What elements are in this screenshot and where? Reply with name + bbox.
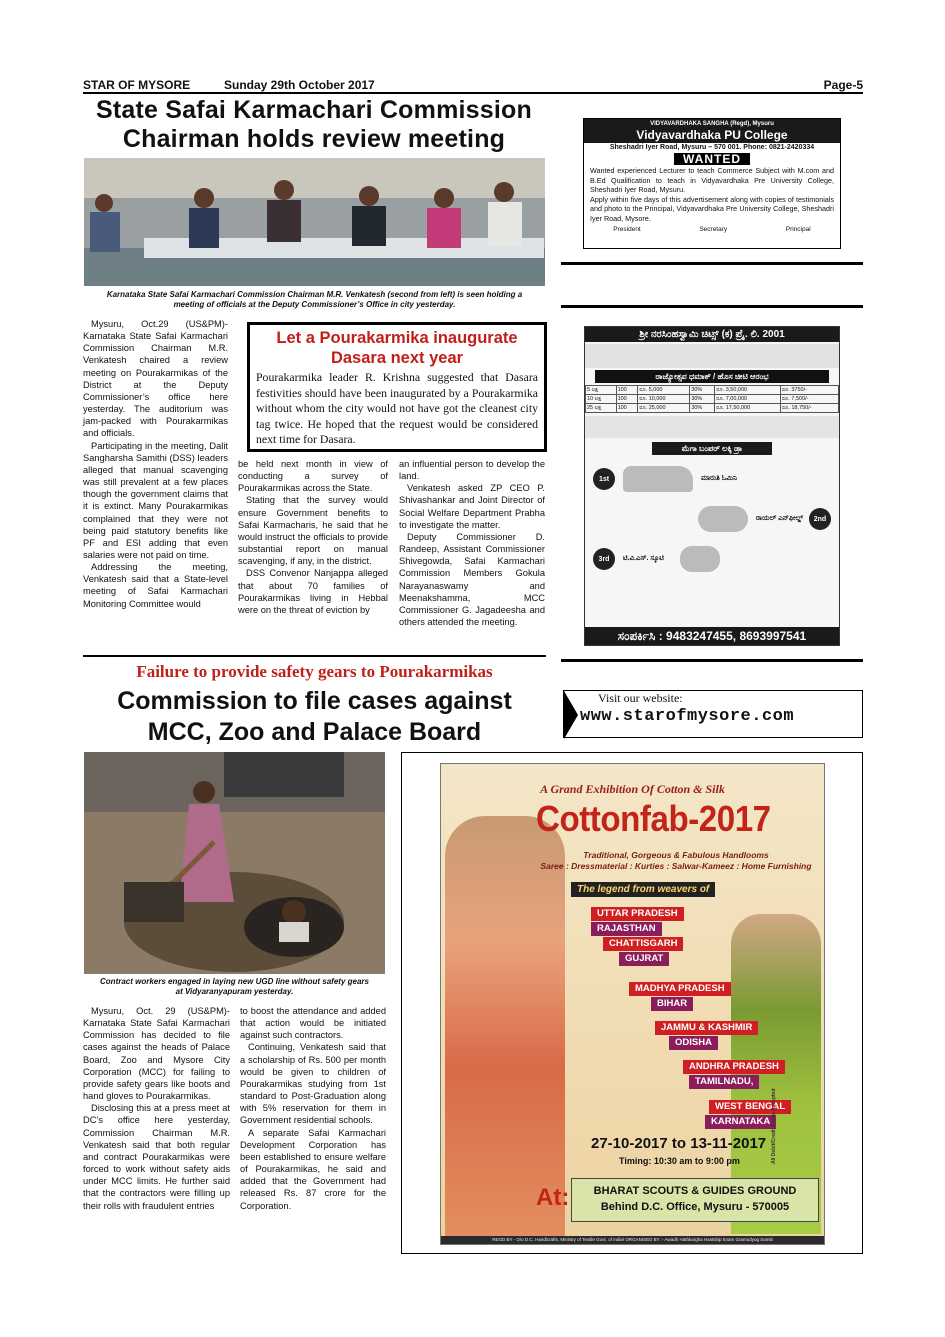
college-name: Vidyavardhaka PU College	[636, 128, 788, 142]
wanted-label: WANTED	[674, 153, 750, 165]
chits-phone: ಸಂಪರ್ಕಿಸಿ : 9483247455, 8693997541	[585, 627, 839, 645]
motorcycle-icon	[698, 506, 748, 532]
chits-ad-note	[585, 416, 839, 438]
model-figure-left	[445, 816, 565, 1236]
story1-headline	[83, 96, 545, 154]
meeting-photo	[84, 158, 545, 286]
handloom-tagline	[536, 850, 816, 872]
exhibition-timing: Timing: 10:30 am to 9:00 pm	[619, 1156, 740, 1166]
prize-rank-badge: 3rd	[593, 548, 615, 570]
state-label: CHATTISGARH	[603, 937, 683, 951]
table-cell: ರೂ. 10,000	[638, 395, 690, 404]
signatory-secretary: Secretary	[699, 226, 728, 233]
scooter-icon	[680, 546, 720, 572]
story1-column-3	[399, 458, 545, 628]
table-cell: ರೂ. 18,750/-	[780, 404, 838, 413]
cottonfab-footer: REGD BY - O/o D.C. Handicrafts, Ministry of Textile Govt. of India/ ORGANISED BY :- Awadh Hathkargha Hastship Evam Gramodyog Samiti	[441, 1236, 824, 1244]
newspaper-name: STAR OF MYSORE	[83, 78, 191, 92]
story2-column-2	[240, 1005, 386, 1212]
table-cell: 10 ಲಕ್ಷ	[586, 395, 617, 404]
paragraph: be held next month in view of conducting a survey of Pourakarmikas across the State.	[238, 459, 388, 494]
chits-ad-title: ಶ್ರೀ ನರಸಿಂಹಸ್ವಾಮಿ ಚಿಟ್ಸ್ (ಕ) ಪ್ರೈ. ಲಿ. 2001	[585, 327, 839, 342]
table-row	[586, 404, 839, 413]
story2-headline	[83, 686, 546, 748]
state-label: GUJRAT	[619, 952, 669, 966]
table-cell: 30%	[690, 386, 715, 395]
workers-photo	[84, 752, 385, 974]
table-cell: ರೂ. 3750/-	[780, 386, 838, 395]
paragraph: to boost the attendance and added that action would be initiated against such contractors.	[240, 1006, 386, 1041]
signatories	[584, 226, 840, 233]
paragraph: Mysuru, Oct.29 (US&PM)- Karnataka State Safai Karmachari Commission Chairman M.R. Venkatesh chaired a review meeting on Pourakarmikas of the District at the Deputy Commissioner’s office here yesterday. The auditorium was jam-packed with Pourakarmikas and officials.	[83, 319, 228, 439]
venue-at-label: At:	[536, 1184, 570, 1211]
state-label: TAMILNADU,	[689, 1075, 759, 1089]
chits-table	[585, 385, 839, 413]
venue-box	[571, 1178, 819, 1222]
story1-column-1	[83, 318, 228, 610]
issue-date: Sunday 29th October 2017	[224, 78, 375, 92]
prize-1	[585, 459, 839, 499]
state-label: RAJASTHAN	[591, 922, 662, 936]
sidebar-box-body: Pourakarmika leader R. Krishna suggested that Dasara festivities should have been inaugurated by a Pourakarmika without whom the city would not have got the cleanest city tag twice. He hoped that the request would be considered next time for Dasara.	[256, 370, 538, 447]
handloom-tagline-line: Saree : Dressmaterial : Kurties : Salwar-Kameez : Home Furnishing	[540, 861, 812, 871]
sidebar-box-title	[256, 328, 538, 368]
paragraph: Stating that the survey would ensure Government benefits to Safai Karmacharis, he said that he would instruct the officials to provide substantial report on manual scavenging, if any, in the district.	[238, 495, 388, 567]
table-cell: 30%	[690, 404, 715, 413]
state-label: UTTAR PRADESH	[591, 907, 684, 921]
story2-headline-line1: Commission to file cases against	[117, 687, 512, 715]
arrow-icon	[564, 691, 578, 739]
table-cell: ರೂ. 5,000	[638, 386, 690, 395]
prize-name: ರಾಯಲ್ ಎನ್‌ಫೀಲ್ಡ್	[755, 515, 803, 522]
story1-column-2	[238, 458, 388, 616]
exhibition-dates: 27-10-2017 to 13-11-2017	[591, 1135, 767, 1152]
meeting-photo-caption	[84, 290, 545, 310]
paragraph: Participating in the meeting, Dalit Sangharsha Samithi (DSS) leaders alleged that manual scavenging was still prevalent at a few places though the government claims that it is extinct. Many Pourakarmikas complained that they were not being paid statutory benefits like PF and ESI adding that even salaries were not paid on time.	[83, 440, 228, 560]
state-label: JAMMU & KASHMIR	[655, 1021, 758, 1035]
story2-kicker: Failure to provide safety gears to Pourakarmikas	[136, 662, 493, 681]
prize-2	[585, 499, 839, 539]
state-label: KARNATAKA	[705, 1115, 776, 1129]
chits-ad-banner: ರಾಜ್ಯೋತ್ಸವ ಧಮಾಕ್ / ಹೊಸ ಚೀಟಿ ಆರಂಭ	[595, 370, 829, 383]
table-cell: 5 ಲಕ್ಷ	[586, 386, 617, 395]
caption-line: at Vidyaranyapuram yesterday.	[175, 987, 294, 996]
state-label: ANDHRA PRADESH	[683, 1060, 785, 1074]
paragraph: Continuing, Venkatesh said that a scholarship of Rs. 500 per month would be given to children of Pourakarmikas studying from 1st standard to Post-Graduation along with 5% reservation for them in Government residential schools.	[240, 1042, 386, 1126]
paragraph: an influential person to develop the land.	[399, 459, 545, 482]
college-address: Sheshadri Iyer Road, Mysuru – 570 001. Phone: 0821-2420334	[609, 144, 815, 151]
sidebar-box	[247, 322, 547, 452]
table-row	[586, 386, 839, 395]
table-cell: 30%	[690, 395, 715, 404]
venue-name: BHARAT SCOUTS & GUIDES GROUND	[593, 1185, 797, 1197]
college-ad[interactable]	[583, 118, 841, 249]
table-cell: ರೂ. 7,500/-	[780, 395, 838, 404]
paragraph: Deputy Commissioner D. Randeep, Assistant Commissioner Shivegowda, Safai Karmachari Commission Members Gokula Narayanaswamy and Meenakshamma, MCC Commissioner G. Jagadeesha and others attended the meeting.	[399, 531, 545, 628]
story1-headline-line1: State Safai Karmachari Commission	[96, 96, 532, 124]
story1-headline-line2: Chairman holds review meeting	[122, 125, 506, 153]
college-ad-text: Apply within five days of this advertisement along with copies of testimonials and photo to the Principal, Vidyavardhaka Pre University College, Sheshadri Iyer Road, Mysore.	[590, 194, 834, 223]
paragraph: A separate Safai Karmachari Development Corporation has been established to ensure welfare of Pourakarmikas, he said and added that the Government had released Rs. 87 crore for the Corporation.	[240, 1127, 386, 1211]
paragraph: Mysuru, Oct. 29 (US&PM)- Karnataka State Safai Karmachari Commission has decided to file cases against the heads of Palace Board, Zoo and Mysore City Corporation (MCC) for failing to provide safety gears like boots and hand gloves to Pourakarmikas.	[83, 1006, 230, 1102]
meeting-photo-image	[84, 158, 545, 286]
prize-name: ಟಿ.ವಿ.ಎಸ್. ಸ್ಕೂಟಿ	[623, 555, 664, 562]
section-rule	[83, 655, 546, 657]
caption-line: Karnataka State Safai Karmachari Commission Chairman M.R. Venkatesh (second from left) is seen holding a	[106, 290, 523, 299]
venue-address: Behind D.C. Office, Mysuru - 570005	[600, 1201, 790, 1213]
cottonfab-brand: Cottonfab-2017	[536, 798, 771, 839]
caption-line: meeting of officials at the Deputy Commissioner’s Office in city yesterday.	[173, 300, 456, 309]
college-ad-header	[584, 119, 840, 143]
cottonfab-ad[interactable]	[440, 763, 825, 1245]
college-sangha: VIDYAVARDHAKA SANGHA (Regd), Mysuru	[650, 121, 774, 127]
table-cell: ರೂ. 17,50,000	[715, 404, 781, 413]
website-box[interactable]	[563, 690, 863, 738]
table-cell: 100	[616, 395, 638, 404]
van-icon	[623, 466, 693, 492]
workers-photo-image	[84, 752, 385, 974]
paragraph: Disclosing this at a press meet at DC’s office here yesterday, Commission Chairman M.R. Venkatesh said that both regular and contract Pourakarmikas were forced to work without safety aids under MCC limits. He further said that the contractors were filling up their rolls with fraudulent entries	[83, 1103, 230, 1211]
sidebar-box-title-line: Dasara next year	[330, 349, 464, 367]
website-url[interactable]: www.starofmysore.com	[580, 707, 795, 726]
chits-ad[interactable]	[584, 326, 840, 646]
paragraph: Addressing the meeting, Venkatesh said that a State-level meeting of Safai Karmachari Monitoring Committee would	[83, 562, 228, 609]
paragraph: Venkatesh asked ZP CEO P. Shivashankar and Joint Director of Social Welfare Department Prabha to investigate the matter.	[399, 483, 545, 530]
college-ad-body	[584, 165, 840, 223]
college-ad-text: Wanted experienced Lecturer to teach Commerce Subject with M.com and B.Ed Qualification to teach in Vidyavardhaka Pre University College, Sheshadri Iyer Road, Mysuru.	[590, 166, 834, 194]
story2-column-1	[83, 1005, 230, 1212]
workers-photo-caption	[84, 977, 385, 997]
table-cell: ರೂ. 3,50,000	[715, 386, 781, 395]
prize-rank-badge: 2nd	[809, 508, 831, 530]
table-cell: 100	[616, 404, 638, 413]
signatory-principal: Principal	[785, 226, 811, 233]
handloom-tagline-line: Traditional, Gorgeous & Fabulous Handlooms	[583, 850, 769, 860]
website-label: Visit our website:	[598, 691, 683, 705]
table-cell: ರೂ. 7,00,000	[715, 395, 781, 404]
cards-accepted-note: All Debit/Credit Cards Accepted	[770, 1088, 777, 1164]
lucky-draw-label: ಮೆಗಾ ಬಂಪರ್ ಲಕ್ಕಿ ಡ್ರಾ	[652, 442, 772, 455]
table-cell: ರೂ. 25,000	[638, 404, 690, 413]
state-label: MADHYA PRADESH	[629, 982, 731, 996]
legend-label: The legend from weavers of	[571, 882, 715, 897]
sidebar-box-title-line: Let a Pourakarmika inaugurate	[276, 329, 518, 347]
page-number: Page-5	[823, 78, 863, 92]
table-cell: 100	[616, 386, 638, 395]
story2-headline-line2: MCC, Zoo and Palace Board	[147, 718, 482, 746]
state-label: BIHAR	[651, 997, 693, 1011]
table-row	[586, 395, 839, 404]
prize-rank-badge: 1st	[593, 468, 615, 490]
caption-line: Contract workers engaged in laying new UGD line without safety gears	[100, 977, 369, 986]
prize-name: ಮಾರುತಿ ಓಮಿನಿ	[701, 475, 737, 482]
state-label: ODISHA	[669, 1036, 718, 1050]
prize-3	[585, 539, 839, 579]
exhibition-tagline: A Grand Exhibition Of Cotton & Silk	[540, 782, 725, 796]
state-label: WEST BENGAL	[709, 1100, 791, 1114]
table-cell: 25 ಲಕ್ಷ	[586, 404, 617, 413]
signatory-president: President	[613, 226, 641, 233]
paragraph: DSS Convenor Nanjappa alleged that about 70 families of Pourakarmikas living in Hebbal were on the threat of eviction by	[238, 568, 388, 615]
chits-ad-address-block	[585, 344, 839, 368]
page-header	[83, 74, 863, 94]
